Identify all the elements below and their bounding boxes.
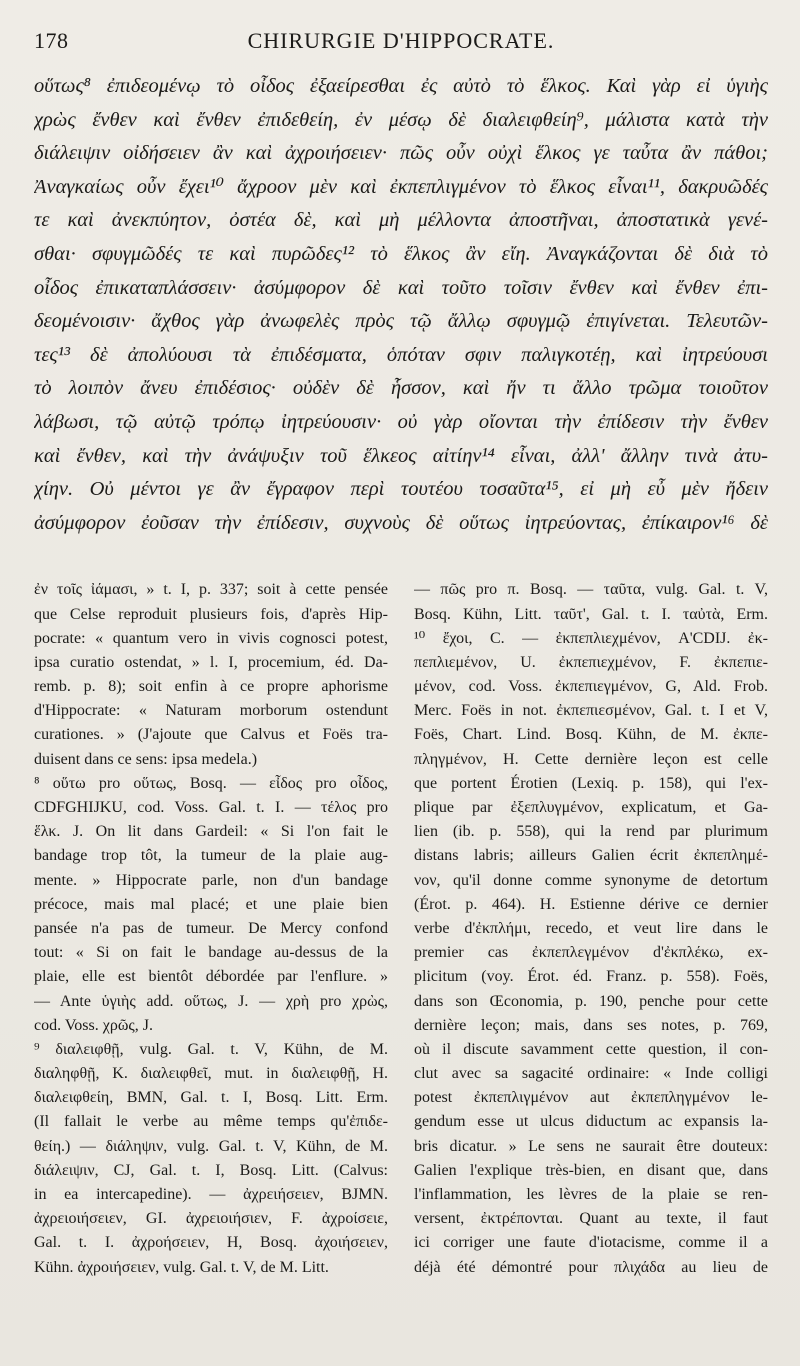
footnote-line: Galien l'explique très-bien, en disant que, dans [414, 1161, 768, 1179]
footnote-line: ⁸ οὕτω pro οὕτως, Bosq. — εἶδος pro οἶδος, [34, 774, 388, 792]
footnote-line: clut avec sa sagacité ordinaire: « Inde colligi [414, 1065, 768, 1083]
footnote-line: Merc. Foës in not. ἐκπεπιεσμένον, Gal. t. I et V, [414, 702, 768, 720]
footnote-line: θείη.) — διάληψιν, vulg. Gal. t. V, Kühn, de M. [34, 1137, 388, 1155]
footnote-line: πεπλιεμένον, U. ἐκπεπιεχμένον, F. ἐκπεπιε- [414, 653, 768, 671]
footnote-line: pocrate: « quantum vero in vivis cognosci potest, [34, 629, 388, 647]
greek-text-line: διάλειψιν οἰδήσειεν ἂν καὶ ἀχροιήσειεν· πῶς οὖν οὐχὶ ἕλκος γε ταὖτα ἂν πάθοι; [34, 142, 768, 165]
footnote-line: l'inflammation, les lèvres de la plaie se ren- [414, 1186, 768, 1203]
footnote-line: remb. p. 8); soit enfin à ce propre aphorisme [34, 678, 388, 696]
footnote-line: CDFGHIJKU, cod. Voss. Gal. t. I. — τέλος pro [34, 799, 388, 816]
footnote-line: Foës, Chart. Lind. Bosq. Kühn, de M. ἐκπε- [414, 726, 768, 744]
footnotes [34, 578, 768, 1279]
greek-text-line: χρὼς ἔνθεν καὶ ἔνθεν ἐπιδεθείη, ἐν μέσῳ δὲ διαλειφθείη⁹, μάλιστα κατὰ τὴν [34, 108, 768, 131]
greek-text-line: τες¹³ δὲ ἀπολύουσι τὰ ἐπιδέσματα, ὁπόταν σφιν παλιγκοτέῃ, καὶ ἰητρεύουσι [34, 343, 768, 366]
footnote-line: (Érot. p. 464). H. Estienne dérive ce dernier [414, 895, 768, 913]
greek-text-line: σθαι· σφυγμῶδές τε καὶ πυρῶδες¹² τὸ ἕλκος ἂν εἴη. Ἀναγκάζονται δὲ διὰ τὸ [34, 242, 768, 265]
footnote-line: versent, ἐκτρέπονται. Quant au texte, il faut [414, 1210, 768, 1228]
greek-text-line: καὶ ἔνθεν, καὶ τὴν ἀνάψυξιν τοῦ ἕλκεος αἰτίην¹⁴ εἶναι, ἀλλ' ἄλλην τινὰ ἀτυ- [34, 444, 768, 467]
footnotes-right-column [414, 578, 768, 1279]
footnote-line: ⁹ διαλειφθῇ, vulg. Gal. t. V, Kühn, de M. [34, 1040, 388, 1058]
footnotes-left-column [34, 578, 388, 1279]
greek-text-line: τε καὶ ἀνεκπύητον, ὀστέα δὲ, καὶ μὴ μέλλοντα ἀποστῆναι, ἀποστατικὰ γενέ- [34, 209, 768, 232]
footnote-line: duisent dans ce sens: ipsa medela.) [34, 750, 258, 768]
footnote-line: pansée n'a pas de tumeur. De Mercy confond [34, 919, 388, 937]
page-number: 178 [34, 28, 69, 53]
footnote-line: plicitum (voy. Érot. éd. Franz. p. 558). Foës, [414, 968, 768, 986]
running-title: CHIRURGIE D'HIPPOCRATE. [247, 28, 555, 53]
footnote-line: distans labris; ailleurs Galien écrit ἐκπεπλημέ- [414, 847, 768, 865]
greek-text-line: οἶδος ἐπικαταπλάσσειν· ἀσύμφορον δὲ καὶ τοῦτο τοῖσιν ἔνθεν καὶ ἔνθεν ἐπι- [34, 276, 768, 299]
footnote-line: ¹⁰ ἔχοι, C. — ἐκπεπλιεχμένον, A'CDIJ. ἐκ- [414, 629, 768, 647]
footnote-line: νον, qu'il donne comme synonyme de detortum [414, 871, 768, 889]
footnote-line: plique par ἐξεπλυγμένον, explicatum, et Ga- [414, 799, 768, 816]
footnote-line: — Ante ὑγιὴς add. οὕτως, J. — χρὴ pro χρὼς, [34, 992, 388, 1010]
footnote-line: que Celse reproduit plusieurs fois, d'après Hip- [34, 605, 388, 623]
footnote-line: (Il fallait le verbe au même temps qu'ἐπιδε- [34, 1113, 388, 1131]
footnote-line: mente. » Hippocrate parle, non d'un bandage [34, 871, 388, 889]
footnote-line: curationes. » (J'ajoute que Calvus et Foës tra- [34, 726, 388, 744]
footnote-line: bris dicatur. » Le sens ne saurait être douteux: [414, 1137, 768, 1155]
footnote-line: lien (ib. p. 558), qui la rend par plurimum [414, 823, 768, 841]
greek-text-line: τὸ λοιπὸν ἄνευ ἐπιδέσιος· οὐδὲν δὲ ἧσσον, καὶ ἤν τι ἄλλο τρῶμα τοιοῦτον [34, 377, 768, 400]
footnote-line: cod. Voss. χρῶς, J. [34, 1016, 153, 1034]
footnote-line: dans son Œconomia, p. 190, penche pour cette [414, 992, 768, 1010]
footnote-line: déjà été démontré pour πλιχάδα au lieu de [414, 1258, 768, 1276]
footnote-line: précoce, mais mal placé; et une plaie bien [34, 895, 388, 913]
footnote-line: dernière leçon; mais, dans ses notes, p. 769, [414, 1016, 768, 1034]
greek-main-text [34, 70, 768, 540]
footnote-line: διαλειφθείη, BMN, Gal. t. I, Bosq. Litt. Erm. [34, 1089, 388, 1107]
footnote-line: potest ἐκπεπλιγμένον aut ἐκπεπληγμένον le- [414, 1089, 768, 1107]
footnote-line: Bosq. Kühn, Litt. ταῦτ', Gal. t. I. ταὐτὰ, Erm. [414, 605, 768, 623]
greek-text-line: ἀσύμφορον ἐοῦσαν τὴν ἐπίδεσιν, συχνοὺς δὲ οὕτως ἰητρεύοντας, ἐπίκαιρον¹⁶ δὲ [34, 511, 768, 534]
footnote-line: πληγμένον, H. Cette dernière leçon est celle [414, 750, 768, 768]
greek-text-line: χίην. Οὐ μέντοι γε ἂν ἔγραφον περὶ τουτέου τοσαῦτα¹⁵, εἰ μὴ εὖ μὲν ἤδειν [34, 478, 768, 501]
footnote-line: premier cas ἐκπεπλεγμένον d'ἐκπλέκω, ex- [414, 944, 768, 962]
greek-text-line: λάβωσι, τῷ αὐτῷ τρόπῳ ἰητρεύουσιν· οὐ γὰρ οἴονται τὴν ἐπίδεσιν τὴν ἔνθεν [34, 410, 768, 433]
footnote-line: plaie, elle est bientôt débordée par l'enflure. » [34, 968, 388, 986]
footnote-line: ἀχρειοιήσειεν, GI. ἀχρειοιήσιεν, F. ἀχροίσειε, [34, 1210, 388, 1228]
footnote-line: que portent Érotien (Lexiq. p. 158), qui l'ex- [414, 774, 768, 792]
greek-text-line: οὕτως⁸ ἐπιδεομένῳ τὸ οἶδος ἐξαείρεσθαι ἐς αὐτὸ τὸ ἕλκος. Καὶ γὰρ εἰ ὑγιὴς [34, 75, 768, 97]
footnote-line: ἐν τοῖς ἰάμασι, » t. I, p. 337; soit à cette pensée [34, 581, 388, 599]
page-header [34, 28, 768, 68]
footnote-line: d'Hippocrate: « Naturam morborum ostendunt [34, 702, 388, 720]
footnote-line: verbe d'ἐκπλήμι, recedo, et veut lire dans le [414, 919, 768, 937]
footnote-line: ἕλκ. J. On lit dans Gardeil: « Si l'on fait le [34, 823, 388, 841]
footnote-line: où il discute savamment cette question, il con- [414, 1040, 768, 1058]
footnote-line: in ea intercapedine). — ἀχρειήσειεν, BJMN. [34, 1186, 388, 1203]
footnote-line: διαληφθῇ, K. διαλειφθεῖ, mut. in διαλειφθῇ, H. [34, 1065, 388, 1083]
footnote-line: bandage trop tôt, la tumeur de la plaie aug- [34, 847, 388, 865]
footnote-line: Kühn. ἀχροιήσειεν, vulg. Gal. t. V, de M. Litt. [34, 1258, 329, 1276]
footnote-line: διάλειψιν, CJ, Gal. t. I, Bosq. Litt. (Calvus: [34, 1161, 388, 1179]
greek-text-line: Ἀναγκαίως οὖν ἔχει¹⁰ ἄχροον μὲν καὶ ἐκπεπλιγμένον τὸ ἕλκος εἶναι¹¹, δακρυῶδές [34, 175, 768, 198]
footnote-line: gendum esse ut ulcus diductum ac expansis la- [414, 1113, 768, 1131]
greek-text-line: δεομένοισιν· ἄχθος γὰρ ἀνωφελὲς πρὸς τῷ ἄλλῳ σφυγμῷ ἐπιγίνεται. Τελευτῶν- [34, 310, 768, 333]
footnote-line: Gal. t. I. ἀχροήσειεν, H, Bosq. ἀχοιήσειεν, [34, 1234, 388, 1252]
footnote-line: ipsa curatio ostendat, » l. I, procemium, éd. Da- [34, 653, 388, 671]
footnote-line: — πῶς pro π. Bosq. — ταῦτα, vulg. Gal. t. V, [414, 581, 768, 599]
footnote-line: tout: « Si on fait le bandage au-dessus de la [34, 944, 388, 962]
footnote-line: ici corriger une faute d'iotacisme, comme il a [414, 1234, 768, 1252]
footnote-line: μένον, cod. Voss. ἐκπεπιεγμένον, G, Ald. Frob. [414, 678, 768, 696]
